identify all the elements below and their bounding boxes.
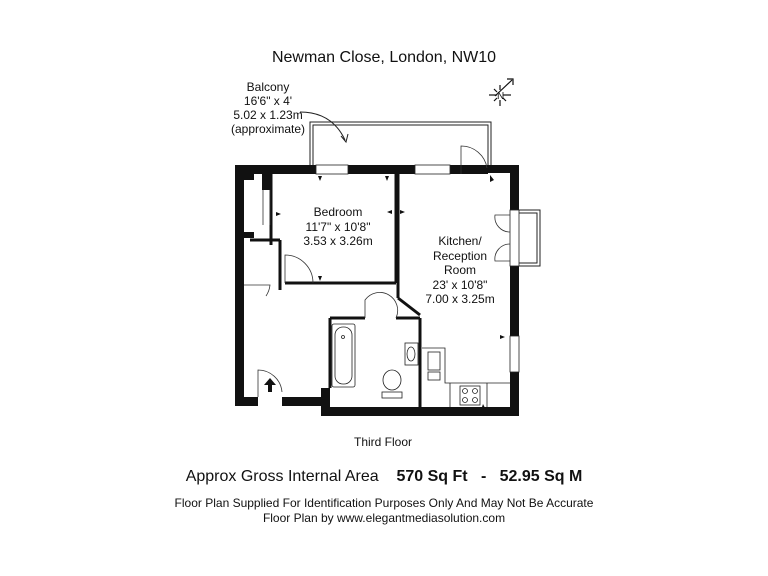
- bedroom-label: [288, 205, 388, 249]
- credit-text: Floor Plan by www.elegantmediasolution.com: [262, 511, 506, 525]
- balcony-name: Balcony: [246, 80, 290, 94]
- area-sq-ft: 570 Sq Ft: [396, 468, 468, 485]
- bedroom-dim-imperial: 11'7" x 10'8": [305, 219, 371, 234]
- bedroom-dim-metric: 3.53 x 3.26m: [303, 234, 373, 248]
- balcony-outline: [310, 122, 491, 165]
- balcony-dim-imperial: 16'6" x 4': [243, 94, 293, 108]
- page-title: Newman Close, London, NW10: [271, 49, 497, 66]
- bay-window: [519, 210, 540, 266]
- kitchen-name-line3: Room: [443, 263, 476, 277]
- bath-icon: [332, 324, 355, 387]
- toilet-icon: [382, 370, 402, 398]
- kitchen-dim-metric: 7.00 x 3.25m: [425, 292, 495, 306]
- bedroom-name: Bedroom: [313, 205, 363, 219]
- entrance-arrow-icon: [264, 378, 276, 392]
- kitchen-counter: [422, 348, 510, 407]
- disclaimer-text: Floor Plan Supplied For Identification Purposes Only And May Not Be Accurate: [174, 496, 594, 510]
- balcony-dim-metric: 5.02 x 1.23m: [233, 108, 303, 122]
- area-separator: -: [480, 468, 487, 485]
- kitchen-name-line1: Kitchen/: [438, 234, 482, 248]
- area-summary: [0, 468, 768, 486]
- kitchen-reception-label: [410, 234, 510, 307]
- basin-icon: [405, 343, 418, 365]
- kitchen-dim-imperial: 23' x 10'8": [432, 277, 488, 292]
- balcony-leader-arrow: [300, 112, 345, 140]
- balcony-note: (approximate): [230, 122, 306, 136]
- floor-name: Third Floor: [353, 435, 412, 449]
- area-label: Approx Gross Internal Area: [185, 468, 379, 485]
- area-sq-m: 52.95 Sq M: [499, 468, 583, 485]
- kitchen-name-line2: Reception: [432, 248, 488, 263]
- compass-letter: N: [497, 91, 505, 102]
